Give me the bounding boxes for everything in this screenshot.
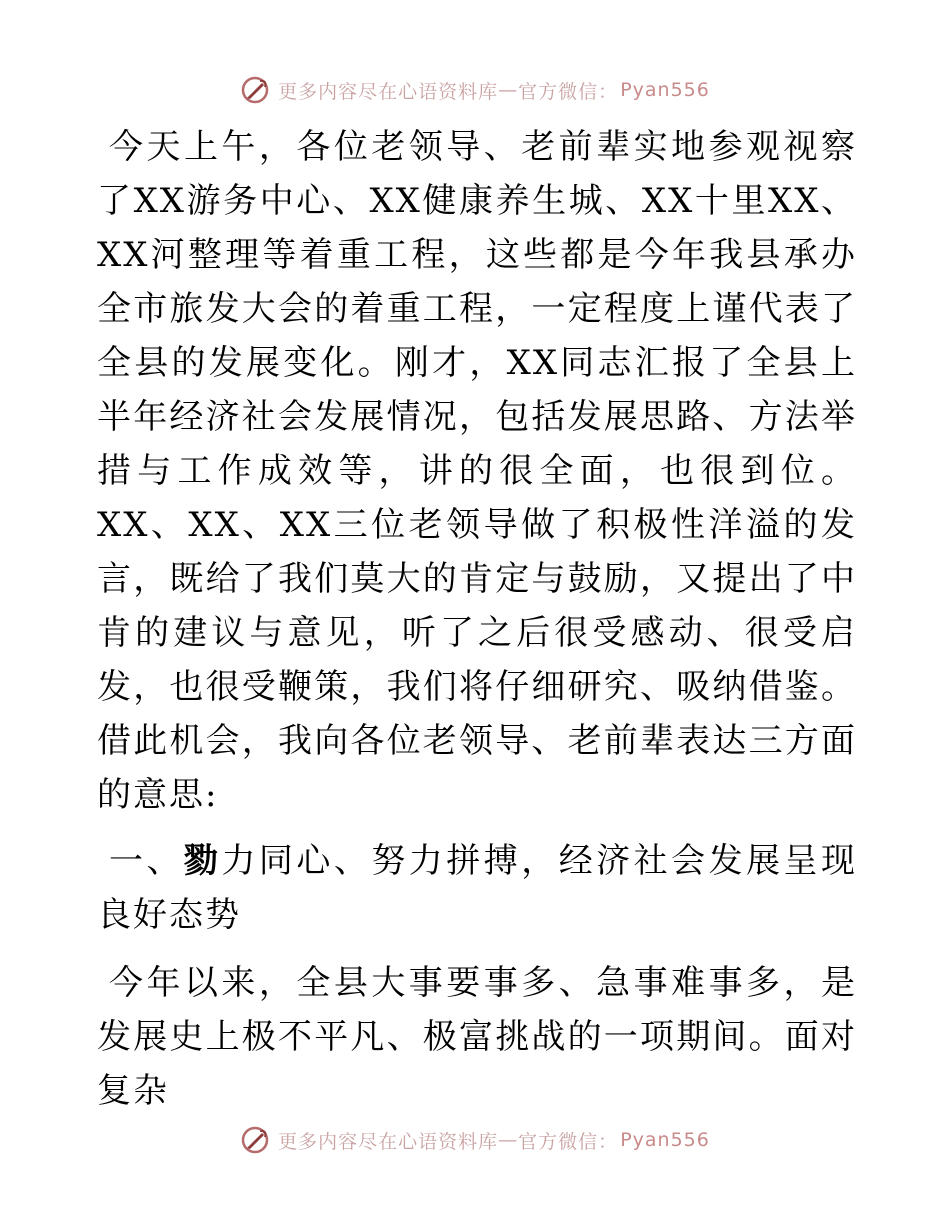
section-heading <box>97 834 857 942</box>
watermark-wechat-label: 官方微信： <box>518 1130 619 1153</box>
watermark-text: 更多内容尽在心语资料库 <box>278 80 499 103</box>
watermark-separator: — <box>498 1129 519 1151</box>
heading-number: 一、 <box>109 841 184 881</box>
body-paragraph: 今天上午，各位老领导、老前辈实地参观视察了XX游务中心、XX健康养生城、XX十里XX、XX河整理等着重工程，这些都是今年我县承办全市旅发大会的着重工程，一定程度上谨代表了全县的发展变化。刚才，XX同志汇报了全县上半年经济社会发展情况，包括发展思路、方法举措与工作成效等，讲的很全面，也很到位。XX、XX、XX三位老领导做了积极性洋溢的发言，既给了我们莫大的肯定与鼓励，又提出了中肯的建议与意见，听了之后很受感动、很受启发，也很受鞭策，我们将仔细研究、吸纳借鉴。借此机会，我向各位老领导、老前辈表达三方面的意思: <box>97 127 857 815</box>
watermark-wechat-id: Pyan556 <box>620 1129 710 1151</box>
watermark-separator: — <box>498 79 519 101</box>
body-paragraph: 今年以来，全县大事要事多、急事难事多，是发展史上极不平凡、极富挑战的一项期间。面对复杂 <box>97 963 857 1111</box>
watermark-wechat-label: 官方微信： <box>518 80 619 103</box>
watermark-header <box>0 70 950 110</box>
watermark-text: 更多内容尽在心语资料库 <box>278 1130 499 1153</box>
heading-text: 力同心、努力拼搏，经济社会发展呈现良好态势 <box>97 841 858 935</box>
watermark-footer <box>0 1120 950 1160</box>
quill-logo-icon <box>240 1125 270 1155</box>
document-body <box>97 120 857 1118</box>
heading-bold-char: 勠 <box>183 841 222 881</box>
quill-logo-icon <box>240 75 270 105</box>
watermark-wechat-id: Pyan556 <box>620 79 710 101</box>
